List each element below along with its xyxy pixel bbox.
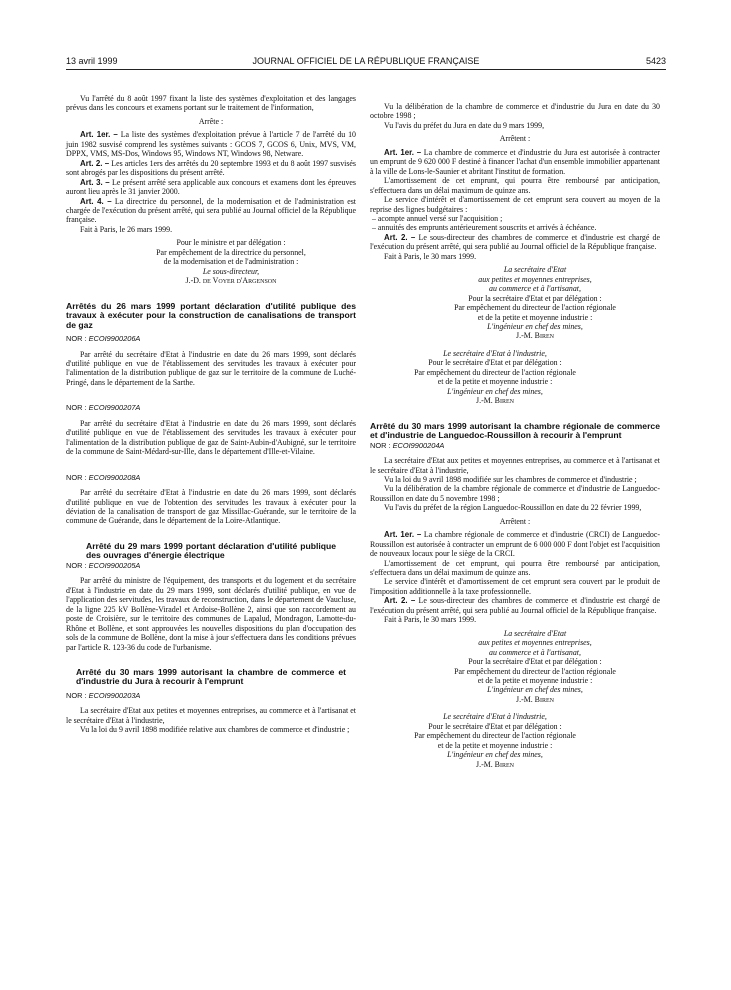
article-1 [370, 148, 660, 176]
header-page-number: 5423 [645, 56, 666, 66]
preamble-paragraph: La secrétaire d'Etat aux petites et moyennes entreprises, au commerce et à l'artisanat et le secrétaire d'Etat à l'industrie, [66, 706, 356, 725]
header-journal-title: JOURNAL OFFICIEL DE LA RÉPUBLIQUE FRANÇAISE [252, 56, 480, 66]
arrete-label: Arrête : [198, 116, 224, 126]
decree-paragraph: Par arrêté du secrétaire d'Etat à l'industrie en date du 26 mars 1999, sont déclarés d'utilité publique en vue de l'établissement des servitudes les travaux à exécuter pour l'alimentation de la distribution publique de gaz sur le territoire de la commune de Luché-Pringé, dans le département de la Sarthe. [66, 349, 356, 387]
list-item: – annuités des emprunts antérieurement souscrits et arrivés à échéance. [372, 223, 597, 233]
signature-line: et de la petite et moyenne industrie : [437, 377, 553, 387]
section-title: Arrêtés du 26 mars 1999 portant déclaration d'utilité publique des travaux à exécuter pour la construction de canalisations de transport de gaz [66, 300, 356, 330]
page-header [66, 56, 666, 70]
article-label: Art. 1er. – [384, 530, 422, 540]
signature-line: Le sous-directeur, [202, 266, 260, 276]
article-text: La directrice du personnel, de la modernisation et de l'administration est chargée de l'exécution du présent arrêté, qui sera publié au Journal officiel de la République française. [66, 196, 356, 225]
article-1 [66, 130, 356, 158]
body-paragraph: Le service d'intérêt et d'amortissement de cet emprunt sera couvert au moyen de la reprise des lignes budgétaires : [370, 195, 660, 214]
signature-line: Par empêchement du directeur de l'action régionale [454, 666, 616, 676]
article-1 [370, 530, 660, 558]
signature-line: L'ingénieur en chef des mines, [487, 321, 583, 331]
fait-a-paris: Fait à Paris, le 30 mars 1999. [384, 615, 477, 625]
nor-reference: NOR : ECOI9900207A [66, 403, 141, 413]
decree-paragraph: Par arrêté du secrétaire d'Etat à l'industrie en date du 26 mars 1999, sont déclarés d'utilité publique en vue de l'obtention des servitudes les travaux à exécuter pour la déviation de la canalisation de transport de gaz Missillac-Guérande, sur le territoire de la commune de Guérande, dans le département de la Loire-Atlantique. [66, 488, 356, 526]
decree-paragraph: Par arrêté du secrétaire d'Etat à l'industrie en date du 26 mars 1999, sont déclarés d'utilité publique en vue de l'établissement des servitudes les travaux à exécuter pour l'alimentation de la distribution publique de gaz de Saint-Aubin-d'Aubigné, sur le territoire de la commune de Saint-Médard-sur-Ille, dans le département d'Ille-et-Vilaine. [66, 418, 356, 457]
signature-line: et de la petite et moyenne industrie : [477, 312, 593, 322]
signature-line: Par empêchement du directeur de l'action régionale [414, 367, 576, 377]
section-title: Arrêté du 30 mars 1999 autorisant la chambre de commerce et d'industrie du Jura à recourir à l'emprunt [76, 666, 346, 687]
signature-line: Par empêchement du directeur de l'action régionale [414, 731, 576, 741]
article-text: La chambre régionale de commerce et d'industrie (CRCI) de Languedoc-Roussillon est autorisée à contracter un emprunt de 6 000 000 F dont l'objet est l'acquisition de nouveaux locaux pour le siège de la CRCI. [370, 530, 661, 559]
signature-line: Pour le secrétaire d'Etat et par délégation : [428, 721, 562, 731]
article-3 [66, 178, 356, 197]
arretent-label: Arrêtent : [499, 516, 531, 526]
signatory-name: J.-M. Biren [476, 759, 514, 769]
left-column [66, 94, 356, 735]
header-rule [66, 69, 666, 70]
visa-paragraph: Vu la délibération de la chambre de commerce et d'industrie du Jura en date du 30 octobre 1998 ; [370, 102, 660, 121]
article-label: Art. 1er. – [384, 147, 422, 157]
right-column [370, 102, 660, 769]
article-text: Le sous-directeur des chambres de commerce et d'industrie est chargé de l'exécution du présent arrêté, qui sera publié au Journal officiel de la République française. [370, 596, 660, 615]
article-text: La chambre de commerce et d'industrie du Jura est autorisée à contracter un emprunt de 9 620 000 F destiné à financer l'achat d'un ensemble immobilier appartenant à la ville de Lons-le-Saunier et abritant l'institut de formation. [370, 147, 660, 176]
visa-paragraph: Vu la loi du 9 avril 1898 modifiée sur les chambres de commerce et d'industrie ; [384, 474, 637, 484]
nor-reference: NOR : ECOI9900206A [66, 334, 141, 344]
nor-reference: NOR : ECOI9900203A [66, 690, 141, 700]
signature-line: Pour le ministre et par délégation : [176, 238, 286, 248]
signature-line: et de la petite et moyenne industrie : [437, 740, 553, 750]
signature-line: La secrétaire d'Etat [503, 628, 567, 638]
signature-line: aux petites et moyennes entreprises, [478, 274, 592, 284]
signature-line: La secrétaire d'Etat [503, 265, 567, 275]
article-label: Art. 1er. – [80, 130, 118, 140]
visa-paragraph: Vu la délibération de la chambre régionale de commerce et d'industrie de Languedoc-Roussillon en date du 5 novembre 1998 ; [370, 484, 660, 503]
body-paragraph: L'amortissement de cet emprunt, qui pourra être remboursé par anticipation, s'effectuera dans un délai maximum de quinze ans. [370, 558, 660, 578]
article-2 [370, 233, 660, 252]
signature-line: Par empêchement du directeur de l'action régionale [454, 303, 616, 313]
decree-paragraph: Par arrêté du ministre de l'équipement, des transports et du logement et du secrétaire d'Etat à l'industrie en date du 29 mars 1999, sont déclarés d'utilité publique, en vue de l'application des servitudes, les travaux de reconstruction, dans le département de Vaucluse, de la ligne 225 kV Bollène-Viradel et Ardoise-Bollène 2, ainsi que son raccordement au poste de Croisière, sur le territoire des communes de Lapalud, Mondragon, Lamotte-du-Rhône et Bollène, et sont approuvées les nouvelles dispositions du plan d'occupation des sols de la commune de Bollène, dont la mise à jour s'effectuera dans les conditions prévues par l'article R. 123-36 du code de l'urbanisme. [66, 576, 356, 652]
visa-paragraph: Vu l'arrêté du 8 août 1997 fixant la liste des systèmes d'exploitation et des langages prévus dans les concours et examens portant sur le traitement de l'information, [66, 94, 356, 113]
article-text: Le sous-directeur des chambres de commerce et d'industrie est chargé de l'exécution du présent arrêté, qui sera publié au Journal officiel de la République française. [370, 232, 660, 252]
nor-reference: NOR : ECOI9900208A [66, 472, 141, 482]
article-label: Art. 2. – [384, 232, 416, 242]
visa-paragraph: Vu l'avis du préfet du Jura en date du 9 mars 1999, [384, 120, 545, 130]
article-label: Art. 3. – [80, 177, 110, 187]
signature-line: au commerce et à l'artisanat, [489, 284, 581, 294]
article-2 [66, 159, 356, 178]
article-label: Art. 2. – [384, 596, 416, 606]
signature-line: L'ingénieur en chef des mines, [447, 750, 543, 760]
header-date: 13 avril 1999 [66, 56, 118, 66]
signature-line: L'ingénieur en chef des mines, [447, 386, 543, 396]
signatory-name: J.-D. de Voyer d'Argenson [185, 276, 277, 286]
signature-line: de la modernisation et de l'administration : [163, 257, 299, 267]
signature-line: L'ingénieur en chef des mines, [487, 685, 583, 695]
visa-paragraph: Vu l'avis du préfet de la région Languedoc-Roussillon en date du 22 février 1999, [384, 503, 642, 513]
visa-paragraph: Vu la loi du 9 avril 1898 modifiée relative aux chambres de commerce et d'industrie ; [80, 725, 350, 735]
article-label: Art. 4. – [80, 196, 112, 206]
list-item: – acompte annuel versé sur l'acquisition ; [372, 213, 503, 223]
arretent-label: Arrêtent : [499, 134, 531, 144]
nor-reference: NOR : ECOI9900205A [66, 560, 141, 570]
fait-a-paris: Fait à Paris, le 26 mars 1999. [80, 224, 173, 234]
article-text: Les articles 1ers des arrêtés du 20 septembre 1993 et du 8 août 1997 susvisés sont abrogés par les dispositions du présent arrêté. [66, 158, 357, 178]
article-4 [66, 197, 356, 225]
signatory-name: J.-M. Biren [476, 396, 514, 406]
article-label: Art. 2. – [80, 158, 110, 168]
body-paragraph: Le service d'intérêt et d'amortissement de cet emprunt sera couvert par le produit de l'imposition additionnelle à la taxe professionnelle. [370, 577, 660, 596]
section-title: Arrêté du 29 mars 1999 portant déclaration d'utilité publique des ouvrages d'énergie électrique [86, 540, 336, 561]
signature-line: aux petites et moyennes entreprises, [478, 638, 592, 648]
section-title: Arrêté du 30 mars 1999 autorisant la chambre régionale de commerce et d'industrie de Languedoc-Roussillon à recourir à l'emprunt [370, 420, 660, 441]
signature-line: Par empêchement de la directrice du personnel, [156, 247, 306, 257]
signature-line: Pour le secrétaire d'Etat et par délégation : [428, 358, 562, 368]
signature-line: au commerce et à l'artisanat, [489, 647, 581, 657]
body-paragraph: L'amortissement de cet emprunt, qui pourra être remboursé par anticipation, s'effectuera dans un délai maximum de quinze ans. [370, 176, 660, 195]
signatory-name: J.-M. Biren [516, 694, 554, 704]
signature-line: et de la petite et moyenne industrie : [477, 676, 593, 686]
signature-line: Le secrétaire d'Etat à l'industrie, [443, 348, 547, 358]
fait-a-paris: Fait à Paris, le 30 mars 1999. [384, 251, 477, 261]
preamble-paragraph: La secrétaire d'Etat aux petites et moyennes entreprises, au commerce et à l'artisanat et le secrétaire d'Etat à l'industrie, [370, 456, 660, 475]
budget-lines-list [370, 214, 660, 233]
signature-line: Pour la secrétaire d'Etat et par délégation : [468, 657, 602, 667]
nor-reference: NOR : ECOI9900204A [370, 440, 445, 450]
signatory-name: J.-M. Biren [516, 331, 554, 341]
signature-line: Pour la secrétaire d'Etat et par délégation : [468, 293, 602, 303]
article-text: La liste des systèmes d'exploitation prévue à l'article 7 de l'arrêté du 10 juin 1982 susvisé comprend les systèmes suivants : GCOS 7, GCOS 6, Unix, MVS, VM, DPPX, VMS, MS-Dos, Windows 95, Windows NT, Windows 98, Netware. [66, 130, 356, 159]
signature-line: Le secrétaire d'Etat à l'industrie, [443, 712, 547, 722]
article-2 [370, 596, 660, 615]
article-text: Le présent arrêté sera applicable aux concours et examens dont les épreuves auront lieu après le 31 janvier 2000. [66, 177, 356, 197]
